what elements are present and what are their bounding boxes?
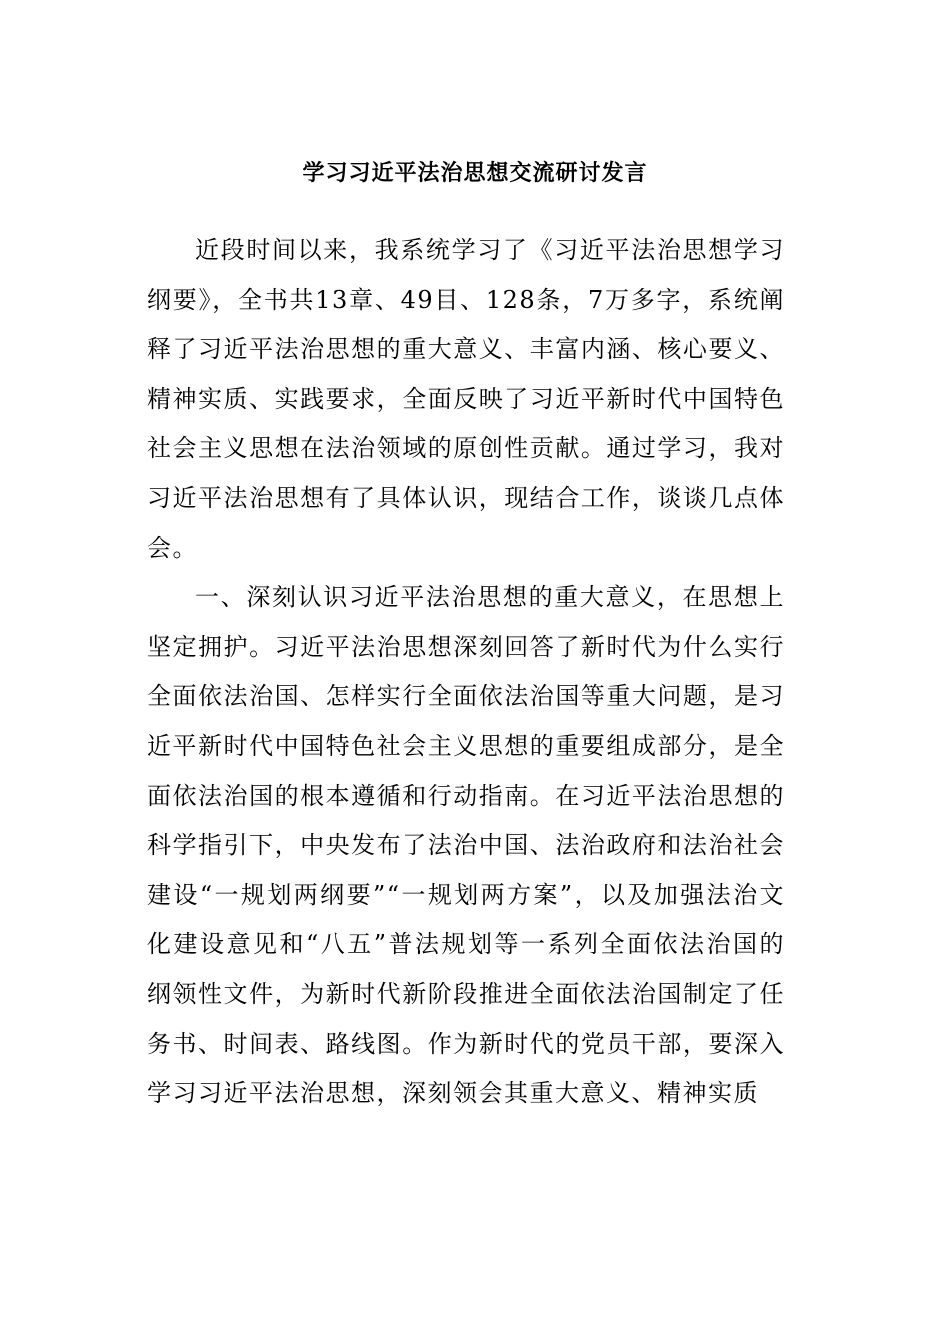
- document-title: 学习习近平法治思想交流研讨发言: [302, 160, 648, 186]
- document-body: [147, 226, 785, 1119]
- paragraph-section-one: 一、深刻认识习近平法治思想的重大意义，在思想上坚定拥护。习近平法治思想深刻回答了新时代为什么实行全面依法治国、怎样实行全面依法治国等重大问题，是习近平新时代中国特色社会主义思想的重要组成部分，是全面依法治国的根本遵循和行动指南。在习近平法治思想的科学指引下，中央发布了法治中国、法治政府和法治社会建设“一规划两纲要”“一规划两方案”，以及加强法治文化建设意见和“八五”普法规划等一系列全面依法治国的纲领性文件，为新时代新阶段推进全面依法治国制定了任务书、时间表、路线图。作为新时代的党员干部，要深入学习习近平法治思想，深刻领会其重大意义、精神实质: [147, 583, 785, 1108]
- paragraph-intro: 近段时间以来，我系统学习了《习近平法治思想学习纲要》，全书共13章、49目、128条，7万多字，系统阐释了习近平法治思想的重大意义、丰富内涵、核心要义、精神实质、实践要求，全面反映了习近平新时代中国特色社会主义思想在法治领域的原创性贡献。通过学习，我对习近平法治思想有了具体认识，现结合工作，谈谈几点体会。: [147, 236, 785, 562]
